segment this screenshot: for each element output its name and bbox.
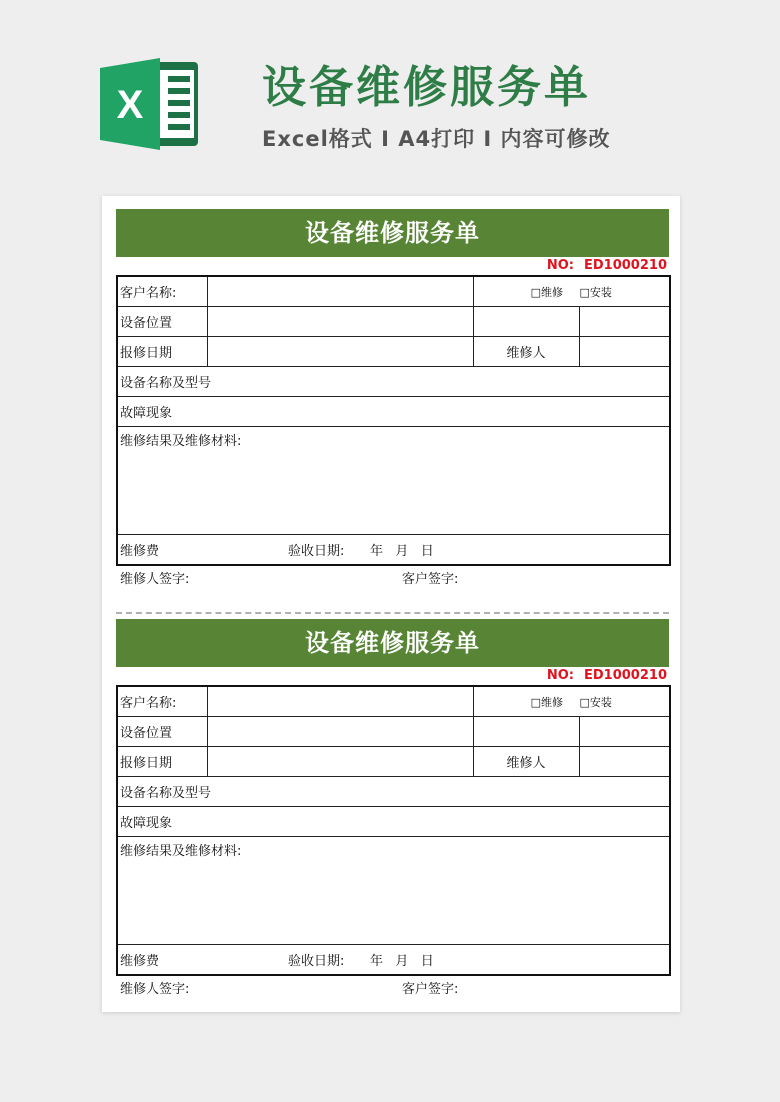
customer-signature-label: 客户签字: [402,572,459,587]
customer-name-label: 客户名称: [117,276,207,307]
service-type-options [473,276,670,307]
location-label: 设备位置 [117,307,207,337]
form-number [116,667,669,685]
service-form-2 [116,619,669,1004]
signature-row [116,566,669,594]
page-subtitle: Excel格式 I A4打印 I 内容可修改 [262,127,611,151]
customer-name-field[interactable] [207,276,473,307]
svg-text:X: X [116,83,144,127]
fee-label: 维修费 [120,544,160,559]
customer-signature-label: 客户签字: [402,982,459,997]
form-number-value: ED1000210 [584,258,667,273]
repairer-signature-label: 维修人签字: [120,982,190,997]
form-number-label: NO: [546,668,574,683]
form-banner: 设备维修服务单 [116,209,669,257]
fault-row[interactable]: 故障现象 [117,397,670,427]
fault-row[interactable]: 故障现象 [117,807,670,837]
install-checkbox[interactable]: □安装 [579,695,612,709]
result-area[interactable]: 维修结果及维修材料: [117,427,670,535]
accept-date-label: 验收日期: [288,544,345,559]
model-row[interactable]: 设备名称及型号 [117,777,670,807]
location-label: 设备位置 [117,717,207,747]
repairer-label: 维修人 [473,337,579,367]
form-number-value: ED1000210 [584,668,667,683]
repairer-field[interactable] [579,337,670,367]
report-date-label: 报修日期 [117,337,207,367]
page-header [0,0,780,190]
report-date-label: 报修日期 [117,747,207,777]
page-title: 设备维修服务单 [262,62,591,113]
signature-row [116,976,669,1004]
fee-row [117,945,670,976]
service-form-1 [116,209,669,594]
date-units[interactable]: 年 月 日 [370,544,434,559]
form-number [116,257,669,275]
cut-line-divider [116,612,669,614]
repairer-label: 维修人 [473,747,579,777]
date-units[interactable]: 年 月 日 [370,954,434,969]
repair-checkbox[interactable]: □维修 [530,285,563,299]
form-table [116,275,671,566]
blank-cell[interactable] [473,717,579,747]
blank-cell[interactable] [473,307,579,337]
repair-checkbox[interactable]: □维修 [530,695,563,709]
report-date-field[interactable] [207,337,473,367]
report-date-field[interactable] [207,747,473,777]
location-field[interactable] [207,307,473,337]
form-table [116,685,671,976]
accept-date-label: 验收日期: [288,954,345,969]
service-type-options [473,686,670,717]
location-field[interactable] [207,717,473,747]
repairer-field[interactable] [579,747,670,777]
install-checkbox[interactable]: □安装 [579,285,612,299]
model-row[interactable]: 设备名称及型号 [117,367,670,397]
customer-name-field[interactable] [207,686,473,717]
form-banner: 设备维修服务单 [116,619,669,667]
fee-label: 维修费 [120,954,160,969]
customer-name-label: 客户名称: [117,686,207,717]
result-area[interactable]: 维修结果及维修材料: [117,837,670,945]
excel-logo-icon [100,56,200,152]
form-number-label: NO: [546,258,574,273]
blank-cell[interactable] [579,717,670,747]
blank-cell[interactable] [579,307,670,337]
fee-row [117,535,670,566]
repairer-signature-label: 维修人签字: [120,572,190,587]
